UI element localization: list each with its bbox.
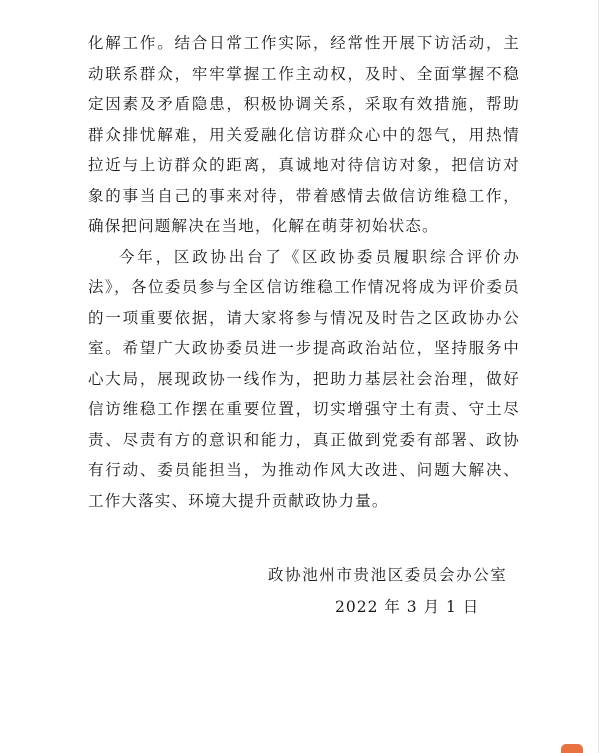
signature-organization: 政协池州市贵池区委员会办公室 — [268, 566, 508, 584]
signature-date: 2022 年 3 月 1 日 — [335, 598, 480, 616]
paragraph-evaluation-notice: 今年，区政协出台了《区政协委员履职综合评价办法》，各位委员参与全区信访维稳工作情况将成为评价委员的一项重要依据，请大家将参与情况及时告之区政协办公室。希望广大政协委员进一步提高政治站位，坚持服务中心大局，展现政协一线作为，把助力基层社会治理，做好信访维稳工作摆在重要位置，切实增强守土有责、守土尽责、尽责有方的意识和能力，真正做到党委有部署、政协有行动、委员能担当，为推动作风大改进、问题大解决、工作大落实、环境大提升贡献政协力量。 — [88, 247, 520, 510]
corner-tab-mark — [561, 744, 583, 753]
document-body — [88, 28, 520, 516]
paragraph-continuation: 化解工作。结合日常工作实际，经常性开展下访活动，主动联系群众，牢牢掌握工作主动权，及时、全面掌握不稳定因素及矛盾隐患，积极协调关系，采取有效措施，帮助群众排忧解难，用关爱融化信访群众心中的怨气，用热情拉近与上访群众的距离，真诚地对待信访对象，把信访对象的事当自己的事来对待，带着感情去做信访维稳工作，确保把问题解决在当地，化解在萌芽初始状态。 — [88, 34, 520, 235]
